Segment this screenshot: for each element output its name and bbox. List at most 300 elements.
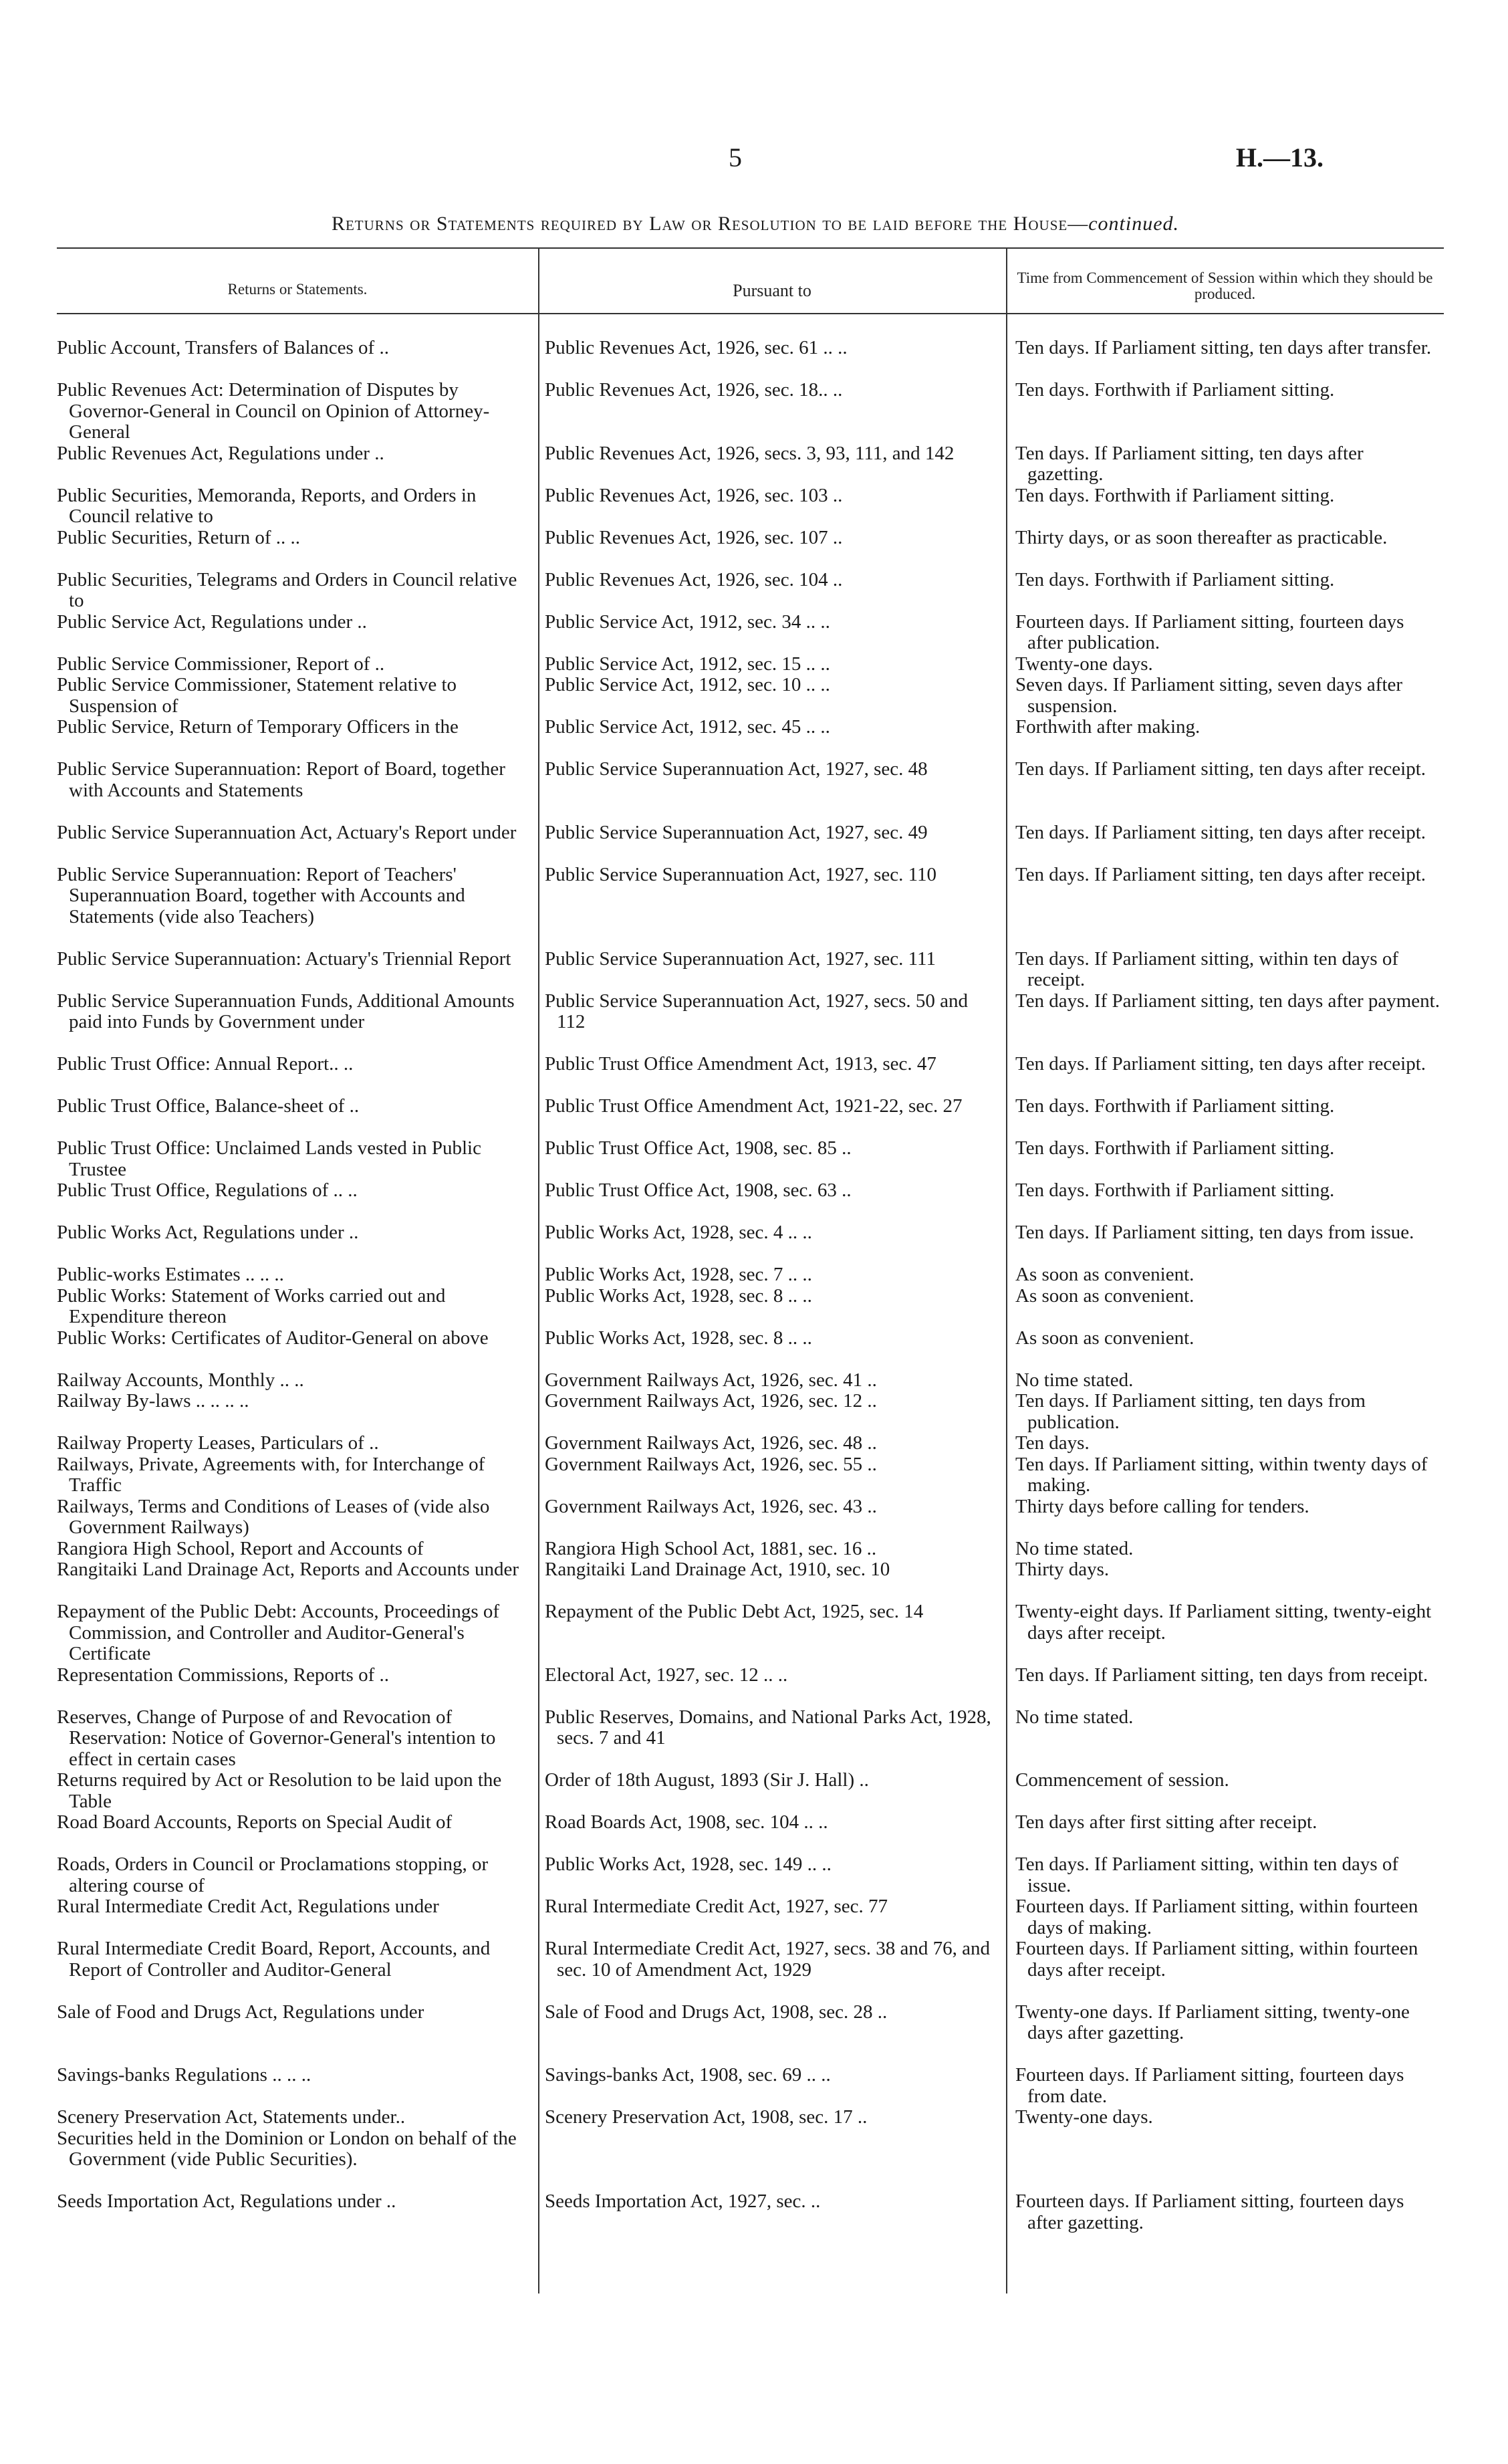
returns-cell [57,675,538,717]
time-cell [1006,654,1444,675]
pursuant-cell [538,2191,1006,2233]
pursuant-cell-text: Public Revenues Act, 1926, sec. 18.. .. [545,379,843,401]
returns-cell [57,570,538,612]
returns-cell [57,1496,538,1539]
time-cell [1006,949,1444,991]
pursuant-cell [538,654,1006,675]
table-row [57,2191,1444,2233]
time-cell [1006,1180,1444,1222]
pursuant-cell [538,2065,1006,2107]
pursuant-cell-text: Government Railways Act, 1926, sec. 55 .. [545,1453,877,1475]
returns-cell [57,1812,538,1854]
returns-cell-text: Reserves, Change of Purpose of and Revocation of Reservation: Notice of Governor-General's intention to effect in certain cases [57,1706,496,1770]
returns-cell [57,1707,538,1771]
returns-cell-text: Rural Intermediate Credit Board, Report, Accounts, and Report of Controller and Auditor-General [57,1938,491,1981]
returns-cell [57,1180,538,1222]
time-cell-text: As soon as convenient. [1015,1284,1195,1307]
table-row [57,1264,1444,1286]
pursuant-cell-text: Public Service Act, 1912, sec. 15 .. .. [545,653,830,675]
returns-cell-text: Public Service, Return of Temporary Officers in the [57,716,459,738]
pursuant-cell [538,1138,1006,1180]
time-cell [1006,1096,1444,1138]
returns-cell [57,1286,538,1328]
time-cell [1006,2065,1444,2107]
table-row [57,1391,1444,1433]
returns-cell [57,1328,538,1370]
returns-cell [57,1559,538,1601]
pursuant-cell [538,1896,1006,1938]
returns-cell [57,1433,538,1454]
returns-cell [57,717,538,759]
returns-cell-text: Public Revenues Act: Determination of Disputes by Governor-General in Council on Opinion of Attorney-General [57,379,490,443]
time-cell [1006,1770,1444,1812]
table-row [57,1812,1444,1854]
table-row [57,1496,1444,1539]
pursuant-cell-text: Government Railways Act, 1926, sec. 41 .. [545,1369,877,1391]
returns-cell-text: Public Service Superannuation: Report of Board, together with Accounts and Statements [57,758,505,801]
returns-cell-text: Public Service Superannuation: Actuary's Triennial Report [57,947,511,970]
pursuant-cell [538,443,1006,485]
time-cell [1006,1454,1444,1496]
returns-cell-text: Rural Intermediate Credit Act, Regulations under [57,1896,439,1917]
time-cell [1006,759,1444,822]
returns-cell [57,443,538,485]
time-cell-text: No time stated. [1015,1706,1134,1728]
returns-cell [57,338,538,380]
time-cell-text: Fourteen days. If Parliament sitting, fourteen days after gazetting. [1015,2191,1404,2233]
pursuant-cell [538,1264,1006,1286]
time-cell-text: Ten days. Forthwith if Parliament sitting. [1015,568,1335,590]
pursuant-cell-text: Public Works Act, 1928, sec. 8 .. .. [545,1327,812,1349]
time-cell [1006,443,1444,485]
table-row [57,443,1444,485]
time-cell [1006,1938,1444,2002]
time-cell-text: Forthwith after making. [1015,716,1201,738]
pursuant-cell [538,380,1006,443]
pursuant-cell [538,1601,1006,1665]
table-row [57,1180,1444,1222]
time-cell [1006,1391,1444,1433]
returns-cell-text: Road Board Accounts, Reports on Special Audit of [57,1811,453,1833]
returns-cell [57,1222,538,1264]
pursuant-cell [538,612,1006,654]
time-cell-text: Ten days. Forthwith if Parliament sitting. [1015,484,1335,506]
returns-cell [57,1601,538,1665]
time-cell [1006,865,1444,949]
table-row [57,485,1444,528]
time-cell-text: Fourteen days. If Parliament sitting, within fourteen days after receipt. [1015,1938,1418,1981]
pursuant-cell-text: Rangiora High School Act, 1881, sec. 16 .. [545,1537,877,1559]
time-cell-text: No time stated. [1015,1537,1134,1559]
pursuant-cell-text: Rangitaiki Land Drainage Act, 1910, sec. 10 [545,1559,890,1580]
page-title [53,213,1457,235]
pursuant-cell [538,1496,1006,1539]
pursuant-cell-text: Public Reserves, Domains, and National Parks Act, 1928, secs. 7 and 41 [545,1706,991,1749]
table-row [57,1665,1444,1707]
returns-cell [57,759,538,822]
time-cell [1006,991,1444,1054]
table-row [57,1328,1444,1370]
pursuant-cell [538,1854,1006,1896]
pursuant-cell [538,1707,1006,1771]
pursuant-cell [538,528,1006,570]
time-cell [1006,717,1444,759]
page-number: 5 [729,142,742,173]
returns-cell-text: Public Trust Office, Regulations of .. .. [57,1180,358,1201]
pursuant-cell-text: Public Revenues Act, 1926, sec. 104 .. [545,568,843,590]
time-cell-text: As soon as convenient. [1015,1264,1195,1285]
pursuant-cell [538,1222,1006,1264]
time-cell [1006,1665,1444,1707]
returns-cell-text: Railway Property Leases, Particulars of .. [57,1432,379,1454]
returns-cell [57,1854,538,1896]
returns-cell-text: Sale of Food and Drugs Act, Regulations under [57,2001,424,2023]
pursuant-cell-text: Order of 18th August, 1893 (Sir J. Hall) .. [545,1769,869,1791]
pursuant-cell-text: Rural Intermediate Credit Act, 1927, secs. 38 and 76, and sec. 10 of Amendment Act, 1929 [545,1938,991,1981]
time-cell [1006,675,1444,717]
returns-cell [57,654,538,675]
returns-cell [57,1938,538,2002]
time-cell-text: Twenty-eight days. If Parliament sitting, twenty-eight days after receipt. [1015,1601,1432,1644]
pursuant-cell-text: Public Service Superannuation Act, 1927, secs. 50 and 112 [545,990,969,1032]
pursuant-cell [538,1770,1006,1812]
time-cell-text: Ten days. Forthwith if Parliament sitting. [1015,379,1335,401]
pursuant-cell-text: Public Works Act, 1928, sec. 4 .. .. [545,1222,812,1243]
pursuant-cell-text: Government Railways Act, 1926, sec. 12 .. [545,1390,877,1412]
returns-cell [57,1539,538,1560]
pursuant-cell [538,1812,1006,1854]
returns-cell-text: Public Securities, Telegrams and Orders in Council relative to [57,568,517,611]
pursuant-cell [538,675,1006,717]
time-cell-text: Seven days. If Parliament sitting, seven days after suspension. [1015,674,1403,717]
pursuant-cell [538,822,1006,865]
time-cell-text: Ten days. Forthwith if Parliament sitting. [1015,1180,1335,1201]
pursuant-cell-text: Public Revenues Act, 1926, secs. 3, 93, 111, and 142 [545,442,955,464]
table-row [57,1222,1444,1264]
returns-cell [57,1138,538,1180]
time-cell [1006,1896,1444,1938]
time-cell-text: Twenty-one days. [1015,653,1153,675]
returns-cell [57,865,538,949]
returns-cell [57,2191,538,2233]
returns-cell [57,822,538,865]
returns-cell-text: Railways, Private, Agreements with, for Interchange of Traffic [57,1453,485,1496]
table-row [57,2128,1444,2192]
pursuant-cell-text: Public Service Superannuation Act, 1927, sec. 48 [545,758,928,780]
table-row [57,528,1444,570]
pursuant-cell [538,2128,1006,2192]
time-cell [1006,2107,1444,2128]
time-cell-text: Ten days. If Parliament sitting, within ten days of receipt. [1015,947,1399,990]
column-header-time: Time from Commencement of Session within which they should be produced. [1017,269,1433,302]
pursuant-cell [538,2107,1006,2128]
time-cell-text: Ten days. If Parliament sitting, ten days from issue. [1015,1222,1414,1243]
table-row [57,759,1444,822]
time-cell [1006,338,1444,380]
returns-cell-text: Public Service Commissioner, Statement relative to Suspension of [57,674,457,717]
pursuant-cell-text: Public Revenues Act, 1926, sec. 107 .. [545,526,843,548]
returns-cell [57,1665,538,1707]
time-cell-text: Twenty-one days. [1015,2106,1153,2128]
time-cell [1006,612,1444,654]
time-cell [1006,1264,1444,1286]
time-cell-text: Ten days after first sitting after receipt. [1015,1811,1317,1833]
pursuant-cell-text: Savings-banks Act, 1908, sec. 69 .. .. [545,2064,831,2086]
table-row [57,1096,1444,1138]
table-row [57,612,1444,654]
pursuant-cell [538,2002,1006,2065]
pursuant-cell-text: Public Service Superannuation Act, 1927, sec. 110 [545,863,937,885]
table-row [57,380,1444,443]
returns-cell-text: Public Account, Transfers of Balances of .. [57,337,389,358]
time-cell-text: Ten days. If Parliament sitting, within ten days of issue. [1015,1854,1399,1896]
pursuant-cell-text: Public Trust Office Act, 1908, sec. 85 .. [545,1137,852,1159]
returns-cell [57,2128,538,2192]
returns-cell [57,612,538,654]
pursuant-cell-text: Rural Intermediate Credit Act, 1927, sec. 77 [545,1896,888,1917]
returns-cell-text: Returns required by Act or Resolution to be laid upon the Table [57,1769,502,1812]
returns-cell [57,991,538,1054]
returns-cell-text: Public Service Superannuation Act, Actuary's Report under [57,821,517,843]
returns-cell-text: Savings-banks Regulations .. .. .. [57,2064,311,2086]
time-cell-text: Ten days. If Parliament sitting, within twenty days of making. [1015,1453,1428,1496]
pursuant-cell [538,865,1006,949]
returns-cell [57,2107,538,2128]
returns-cell [57,1054,538,1096]
table-row [57,2107,1444,2128]
returns-cell-text: Public Service Superannuation Funds, Additional Amounts paid into Funds by Government under [57,990,515,1032]
time-cell [1006,822,1444,865]
table-top-rule [57,247,1444,249]
time-cell [1006,1559,1444,1601]
table-row [57,1896,1444,1938]
pursuant-cell-text: Public Trust Office Amendment Act, 1913, sec. 47 [545,1053,936,1075]
table-row [57,2065,1444,2107]
pursuant-cell-text: Public Service Act, 1912, sec. 10 .. .. [545,674,830,695]
document-reference: H.—13. [1235,142,1324,173]
time-cell-text: Thirty days before calling for tenders. [1015,1495,1309,1517]
returns-cell [57,1370,538,1391]
pursuant-cell-text: Government Railways Act, 1926, sec. 43 .. [545,1495,877,1517]
returns-cell [57,2065,538,2107]
returns-cell-text: Rangitaiki Land Drainage Act, Reports and Accounts under [57,1559,519,1580]
table-row [57,675,1444,717]
table-row [57,1433,1444,1454]
time-cell-text: Ten days. If Parliament sitting, ten days from receipt. [1015,1664,1428,1686]
table-row [57,338,1444,380]
table-row [57,1707,1444,1771]
table-row [57,822,1444,865]
time-cell-text: Ten days. If Parliament sitting, ten days after gazetting. [1015,442,1364,485]
pursuant-cell-text: Scenery Preservation Act, 1908, sec. 17 .. [545,2106,868,2128]
time-cell-text: Ten days. If Parliament sitting, ten days after receipt. [1015,758,1426,780]
time-cell-text: Ten days. If Parliament sitting, ten days after receipt. [1015,821,1426,843]
time-cell-text: Ten days. If Parliament sitting, ten days after payment. [1015,990,1440,1012]
time-cell-text: Ten days. If Parliament sitting, ten days from publication. [1015,1390,1366,1433]
returns-cell-text: Public Trust Office: Annual Report.. .. [57,1053,354,1075]
returns-cell [57,949,538,991]
returns-cell-text: Railways, Terms and Conditions of Leases of (vide also Government Railways) [57,1495,490,1538]
returns-cell [57,380,538,443]
table-row [57,654,1444,675]
returns-cell-text: Public Service Commissioner, Report of .. [57,653,385,675]
returns-cell-text: Public Works Act, Regulations under .. [57,1222,359,1243]
table-row [57,1286,1444,1328]
time-cell-text: Ten days. Forthwith if Parliament sitting. [1015,1137,1335,1159]
returns-cell-text: Public Securities, Return of .. .. [57,526,301,548]
pursuant-cell-text: Seeds Importation Act, 1927, sec. .. [545,2191,821,2212]
table-row [57,1854,1444,1896]
time-cell-text: Ten days. [1015,1432,1090,1454]
title-suffix: continued. [1088,213,1180,235]
time-cell [1006,1054,1444,1096]
returns-cell-text: Public Securities, Memoranda, Reports, and Orders in Council relative to [57,484,477,527]
time-cell-text: Fourteen days. If Parliament sitting, within fourteen days of making. [1015,1896,1418,1938]
pursuant-cell-text: Public Service Superannuation Act, 1927, sec. 49 [545,821,928,843]
table-row [57,991,1444,1054]
pursuant-cell [538,1286,1006,1328]
pursuant-cell [538,1539,1006,1560]
pursuant-cell-text: Public Trust Office Amendment Act, 1921-22, sec. 27 [545,1095,963,1117]
pursuant-cell-text: Public Works Act, 1928, sec. 149 .. .. [545,1854,832,1875]
time-cell [1006,1222,1444,1264]
returns-cell-text: Scenery Preservation Act, Statements under.. [57,2106,406,2128]
returns-table [57,338,1444,2233]
pursuant-cell [538,1180,1006,1222]
returns-cell-text: Public Service Superannuation: Report of Teachers' Superannuation Board, together with Accounts and Statements (vide also Teachers) [57,863,465,927]
returns-cell-text: Public Trust Office: Unclaimed Lands vested in Public Trustee [57,1137,481,1180]
pursuant-cell [538,759,1006,822]
returns-cell [57,1096,538,1138]
returns-cell-text: Railway By-laws .. .. .. .. [57,1390,249,1412]
returns-cell-text: Repayment of the Public Debt: Accounts, Proceedings of Commission, and Controller and Auditor-General's Certificate [57,1601,500,1664]
table-row [57,949,1444,991]
pursuant-cell [538,1370,1006,1391]
pursuant-cell-text: Public Service Superannuation Act, 1927, sec. 111 [545,947,936,970]
returns-cell [57,1896,538,1938]
returns-cell [57,1391,538,1433]
time-cell-text: As soon as convenient. [1015,1327,1195,1349]
returns-cell [57,485,538,528]
time-cell-text: Commencement of session. [1015,1769,1229,1791]
returns-cell [57,2002,538,2065]
pursuant-cell-text: Sale of Food and Drugs Act, 1908, sec. 28 .. [545,2001,888,2023]
returns-cell [57,528,538,570]
column-header-pursuant: Pursuant to [733,281,811,300]
pursuant-cell-text: Road Boards Act, 1908, sec. 104 .. .. [545,1811,828,1833]
returns-cell-text: Public-works Estimates .. .. .. [57,1264,284,1285]
table-row [57,1938,1444,2002]
time-cell [1006,485,1444,528]
time-cell-text: Ten days. If Parliament sitting, ten days after receipt. [1015,863,1426,885]
pursuant-cell-text: Repayment of the Public Debt Act, 1925, sec. 14 [545,1601,924,1622]
returns-cell [57,1454,538,1496]
time-cell [1006,1539,1444,1560]
table-row [57,2002,1444,2065]
returns-cell-text: Roads, Orders in Council or Proclamations stopping, or altering course of [57,1854,489,1896]
time-cell-text: No time stated. [1015,1369,1134,1391]
pursuant-cell-text: Government Railways Act, 1926, sec. 48 .. [545,1432,877,1454]
pursuant-cell [538,570,1006,612]
time-cell [1006,1812,1444,1854]
pursuant-cell [538,485,1006,528]
table-row [57,1138,1444,1180]
pursuant-cell-text: Public Works Act, 1928, sec. 7 .. .. [545,1264,812,1285]
title-text: Returns or Statements required by Law or Resolution to be laid before the House— [331,213,1089,235]
time-cell [1006,1370,1444,1391]
table-row [57,1539,1444,1560]
time-cell [1006,528,1444,570]
time-cell-text: Ten days. Forthwith if Parliament sitting. [1015,1095,1335,1117]
table-row [57,717,1444,759]
returns-cell [57,1264,538,1286]
pursuant-cell-text: Public Trust Office Act, 1908, sec. 63 .. [545,1180,852,1201]
table-row [57,865,1444,949]
time-cell [1006,1328,1444,1370]
time-cell [1006,2191,1444,2233]
table-row [57,1559,1444,1601]
time-cell-text: Thirty days. [1015,1559,1110,1580]
pursuant-cell-text: Public Service Act, 1912, sec. 45 .. .. [545,716,830,738]
returns-cell-text: Public Trust Office, Balance-sheet of .. [57,1095,360,1117]
pursuant-cell [538,1665,1006,1707]
pursuant-cell-text: Public Works Act, 1928, sec. 8 .. .. [545,1284,812,1307]
pursuant-cell [538,1328,1006,1370]
time-cell [1006,1707,1444,1771]
pursuant-cell [538,717,1006,759]
table-row [57,1370,1444,1391]
header-bottom-rule [57,313,1444,314]
column-header-returns: Returns or Statements. [227,281,368,298]
pursuant-cell [538,338,1006,380]
table-row [57,1054,1444,1096]
time-cell [1006,1286,1444,1328]
time-cell-text: Fourteen days. If Parliament sitting, fourteen days from date. [1015,2064,1404,2107]
pursuant-cell [538,1391,1006,1433]
returns-cell-text: Public Revenues Act, Regulations under .. [57,442,384,464]
returns-cell-text: Representation Commissions, Reports of .. [57,1664,389,1686]
time-cell [1006,1854,1444,1896]
pursuant-cell [538,1433,1006,1454]
returns-cell-text: Rangiora High School, Report and Accounts of [57,1537,424,1559]
returns-cell-text: Public Works: Statement of Works carried out and Expenditure thereon [57,1284,446,1327]
pursuant-cell-text: Public Service Act, 1912, sec. 34 .. .. [545,610,830,633]
time-cell [1006,2002,1444,2065]
pursuant-cell-text: Public Revenues Act, 1926, sec. 61 .. .. [545,337,848,358]
pursuant-cell [538,991,1006,1054]
time-cell [1006,380,1444,443]
time-cell [1006,1496,1444,1539]
time-cell-text: Fourteen days. If Parliament sitting, fourteen days after publication. [1015,610,1404,653]
time-cell [1006,1601,1444,1665]
pursuant-cell [538,1054,1006,1096]
pursuant-cell [538,949,1006,991]
pursuant-cell [538,1559,1006,1601]
table-row [57,570,1444,612]
time-cell-text: Ten days. If Parliament sitting, ten days after receipt. [1015,1053,1426,1075]
pursuant-cell-text: Electoral Act, 1927, sec. 12 .. .. [545,1664,788,1686]
table-row [57,1770,1444,1812]
returns-cell-text: Seeds Importation Act, Regulations under .. [57,2191,396,2212]
table-row [57,1454,1444,1496]
time-cell-text: Ten days. If Parliament sitting, ten days after transfer. [1015,337,1432,358]
returns-cell-text: Railway Accounts, Monthly .. .. [57,1369,304,1391]
time-cell-text: Twenty-one days. If Parliament sitting, twenty-one days after gazetting. [1015,2001,1410,2043]
returns-cell-text: Securities held in the Dominion or London on behalf of the Government (vide Public Securities). [57,2127,517,2170]
returns-cell-text: Public Service Act, Regulations under .. [57,610,367,633]
pursuant-cell [538,1096,1006,1138]
pursuant-cell [538,1454,1006,1496]
